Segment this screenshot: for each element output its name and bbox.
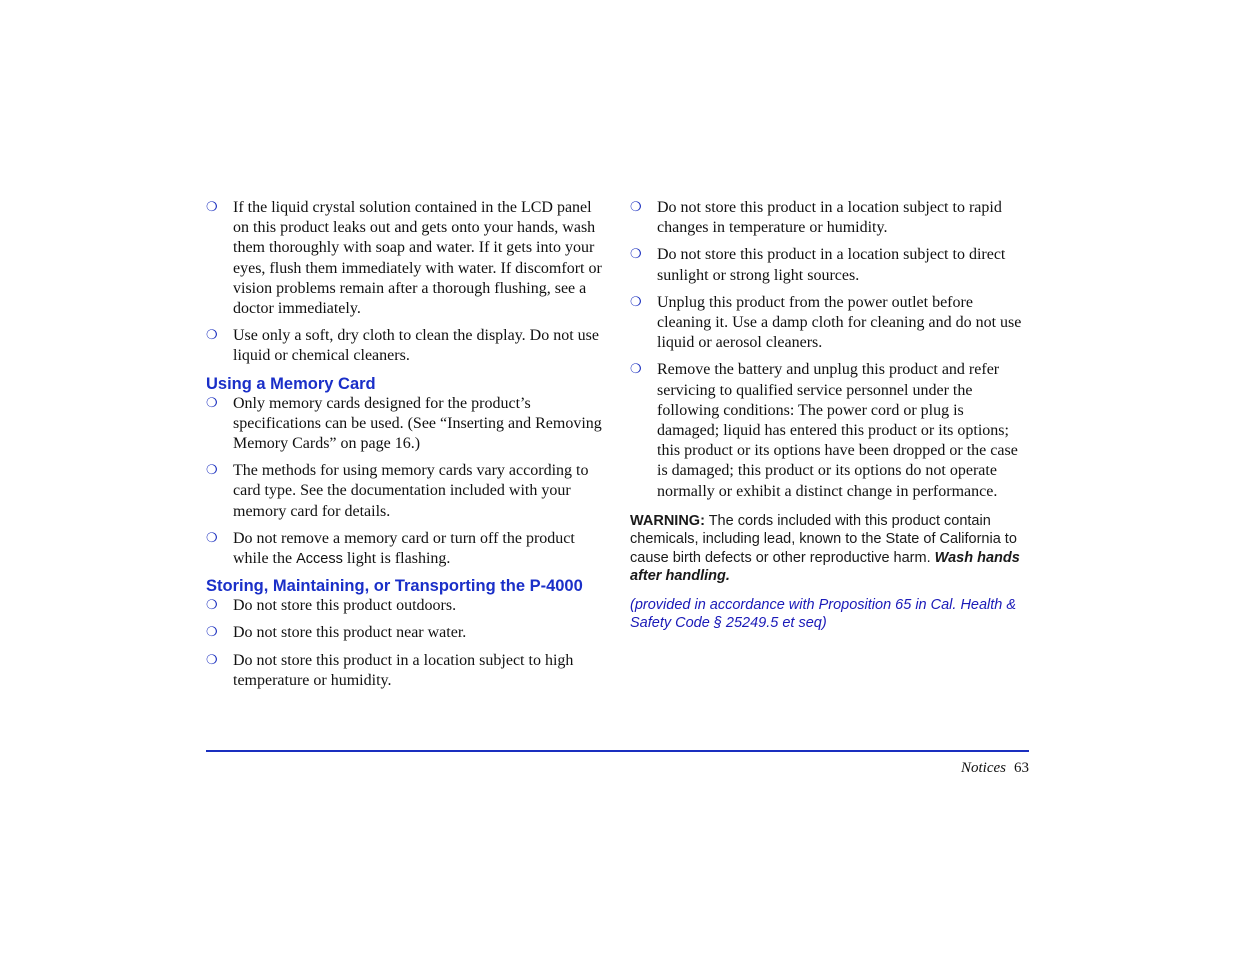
hollow-circle-bullet-icon: ❍ <box>630 200 642 215</box>
section-heading-memory-card: Using a Memory Card <box>206 374 376 393</box>
list-item <box>206 596 604 616</box>
hollow-circle-bullet-icon: ❍ <box>630 294 642 310</box>
warning-paragraph <box>630 512 1028 586</box>
warning-label: WARNING: <box>630 512 705 529</box>
list-item <box>206 326 604 366</box>
list-item-text: Do not store this product near water. <box>233 624 467 642</box>
storage-conditions-bullet-list <box>630 198 1028 502</box>
list-item <box>206 461 604 522</box>
list-item-text-after: light is flashing. <box>342 550 451 568</box>
proposition-65-note: (provided in accordance with Proposition 65 in Cal. Health & Safety Code § 25249.5 et seq) <box>630 596 1017 632</box>
list-item <box>630 245 1028 285</box>
list-item-text: Do not store this product in a location subject to high temperature or humidity. <box>233 651 574 689</box>
list-item-text: Only memory cards designed for the product’s specifications can be used. (See “Inserting and Removing Memory Cards” on page 16.) <box>233 394 602 453</box>
list-item <box>206 651 604 691</box>
page-number: 63 <box>1014 760 1029 776</box>
right-column <box>630 198 1028 633</box>
footer-rule <box>206 750 1029 752</box>
list-item-text: Unplug this product from the power outlet before cleaning it. Use a damp cloth for cleaning and do not use liquid or aerosol cleaners. <box>657 293 1022 352</box>
list-item <box>206 529 604 569</box>
list-item-text: Do not store this product outdoors. <box>233 597 457 615</box>
list-item-text: If the liquid crystal solution contained in the LCD panel on this product leaks out and gets onto your hands, wash them thoroughly with soap and water. If it gets into your eyes, flush them immediately with water. If discomfort or vision problems remain after a thorough flushing, see a doctor immediately. <box>233 199 602 318</box>
storing-bullet-list <box>206 596 604 691</box>
footer-section-title: Notices <box>961 760 1006 776</box>
hollow-circle-bullet-icon: ❍ <box>206 395 218 411</box>
warning-emphasis: Wash hands after handling. <box>630 549 1020 585</box>
hollow-circle-bullet-icon: ❍ <box>206 652 218 668</box>
hollow-circle-bullet-icon: ❍ <box>630 362 642 378</box>
list-item <box>206 394 604 455</box>
list-item-text: Use only a soft, dry cloth to clean the display. Do not use liquid or chemical cleaners. <box>233 327 599 365</box>
section-heading-storing: Storing, Maintaining, or Transporting the P-4000 <box>206 577 583 596</box>
hollow-circle-bullet-icon: ❍ <box>206 530 218 546</box>
list-item <box>630 360 1028 501</box>
list-item-text-before: Do not remove a memory card or turn off the product while the <box>233 529 575 568</box>
list-item <box>206 623 604 643</box>
list-item-text: The methods for using memory cards vary according to card type. See the documentation included with your memory card for details. <box>233 462 589 520</box>
intro-bullet-list <box>206 198 604 367</box>
warning-text: The cords included with this product contain chemicals, including lead, known to the State of California to cause birth defects or other reproductive harm. <box>630 512 1017 566</box>
memory-bullet-list <box>206 394 604 570</box>
hollow-circle-bullet-icon: ❍ <box>630 247 642 263</box>
left-column <box>206 198 604 698</box>
page-footer <box>961 760 1029 777</box>
list-item <box>630 198 1028 238</box>
list-item-text: Do not store this product in a location subject to direct sunlight or strong light sources. <box>657 246 1006 284</box>
hollow-circle-bullet-icon: ❍ <box>206 598 218 614</box>
access-light-label: Access <box>296 551 343 568</box>
hollow-circle-bullet-icon: ❍ <box>206 463 218 479</box>
list-item-text: Remove the battery and unplug this product and refer servicing to qualified service personnel under the following conditions: The power cord or plug is damaged; liquid has entered this product or its options; this product or its options have been dropped or the case is damaged; this product or its options do not operate normally or exhibit a distinct change in performance. <box>657 361 1018 500</box>
hollow-circle-bullet-icon: ❍ <box>206 328 218 344</box>
hollow-circle-bullet-icon: ❍ <box>206 625 218 641</box>
list-item-text: Do not store this product in a location subject to rapid changes in temperature or humidity. <box>657 199 1002 237</box>
list-item <box>206 198 604 319</box>
list-item <box>630 293 1028 354</box>
hollow-circle-bullet-icon: ❍ <box>206 200 218 215</box>
